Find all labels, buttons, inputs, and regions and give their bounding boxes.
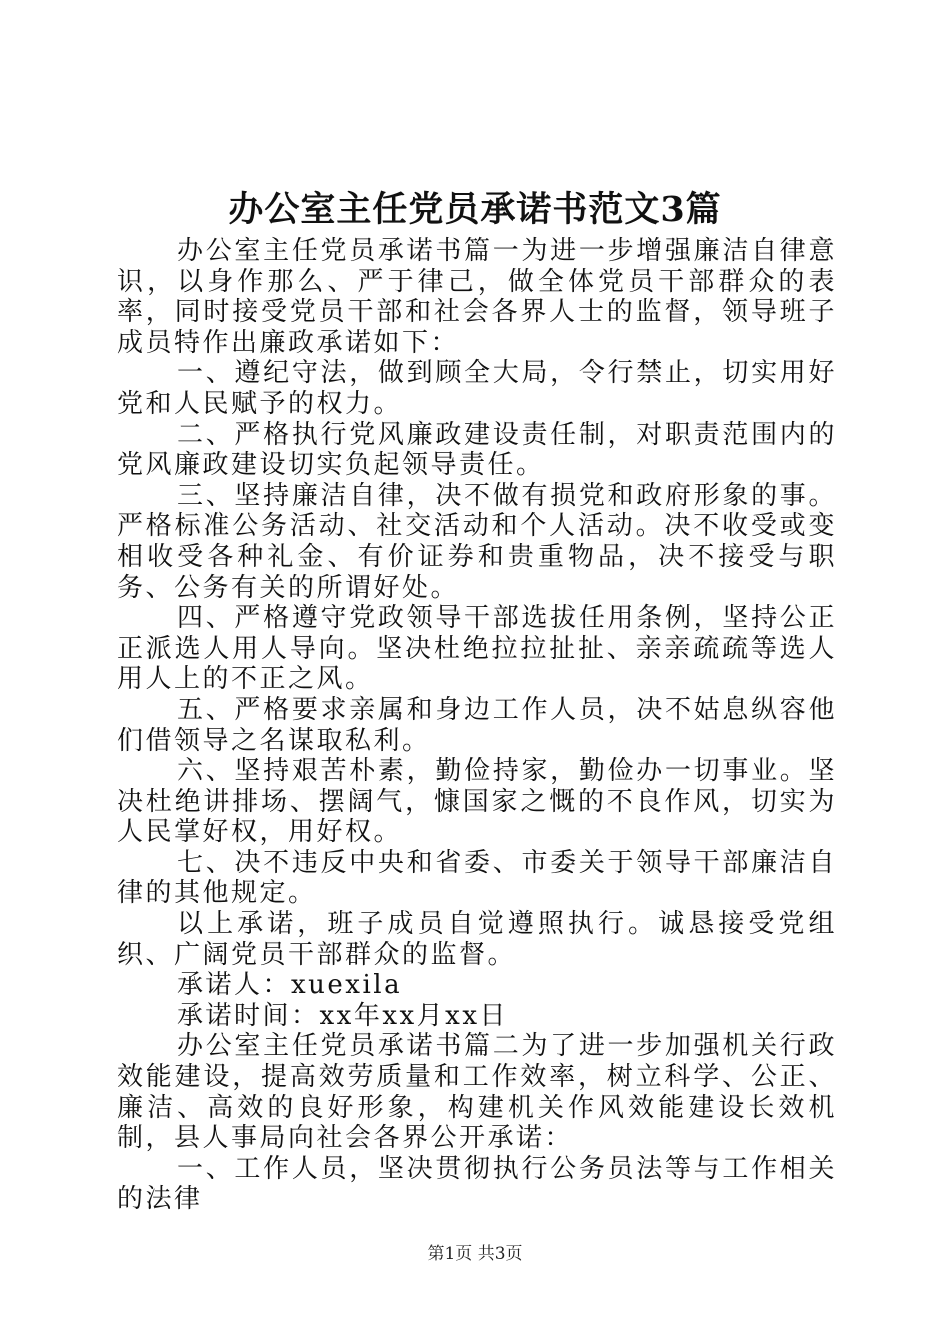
paragraph: 办公室主任党员承诺书篇二为了进一步加强机关行政效能建设，提高效劳质量和工作效率，树立科学、公正、廉洁、高效的良好形象，构建机关作风效能建设长效机制，县人事局向社会各界公开承诺： (117, 1031, 837, 1154)
date-line: 承诺时间：xx年xx月xx日 (177, 1000, 508, 1031)
paragraph: 四、严格遵守党政领导干部选拔任用条例，坚持公正正派选人用人导向。坚决杜绝拉拉扯扯、亲亲疏疏等选人用人上的不正之风。 (117, 603, 837, 695)
document-body (117, 236, 837, 1215)
paragraph: 一、遵纪守法，做到顾全大局，令行禁止，切实用好党和人民赋予的权力。 (117, 358, 837, 419)
paragraph: 一、工作人员，坚决贯彻执行公务员法等与工作相关的法律 (117, 1153, 837, 1215)
paragraph: 以上承诺，班子成员自觉遵照执行。诚恳接受党组织、广阔党员干部群众的监督。 (117, 909, 837, 970)
page-footer: 第1页 共3页 (427, 1244, 523, 1264)
signatory-line: 承诺人：xuexila (177, 970, 403, 1001)
paragraph: 办公室主任党员承诺书篇一为进一步增强廉洁自律意识，以身作那么、严于律己，做全体党员干部群众的表率，同时接受党员干部和社会各界人士的监督，领导班子成员特作出廉政承诺如下： (117, 236, 837, 358)
document-title: 办公室主任党员承诺书范文3篇 (228, 189, 722, 230)
paragraph: 五、严格要求亲属和身边工作人员，决不姑息纵容他们借领导之名谋取私利。 (117, 694, 837, 756)
paragraph: 三、坚持廉洁自律，决不做有损党和政府形象的事。严格标准公务活动、社交活动和个人活动。决不收受或变相收受各种礼金、有价证券和贵重物品，决不接受与职务、公务有关的所谓好处。 (117, 480, 837, 603)
paragraph: 六、坚持艰苦朴素，勤俭持家，勤俭办一切事业。坚决杜绝讲排场、摆阔气，慷国家之慨的不良作风，切实为人民掌好权，用好权。 (117, 756, 837, 848)
paragraph: 二、严格执行党风廉政建设责任制，对职责范围内的党风廉政建设切实负起领导责任。 (117, 419, 837, 481)
paragraph: 七、决不违反中央和省委、市委关于领导干部廉洁自律的其他规定。 (117, 847, 837, 909)
